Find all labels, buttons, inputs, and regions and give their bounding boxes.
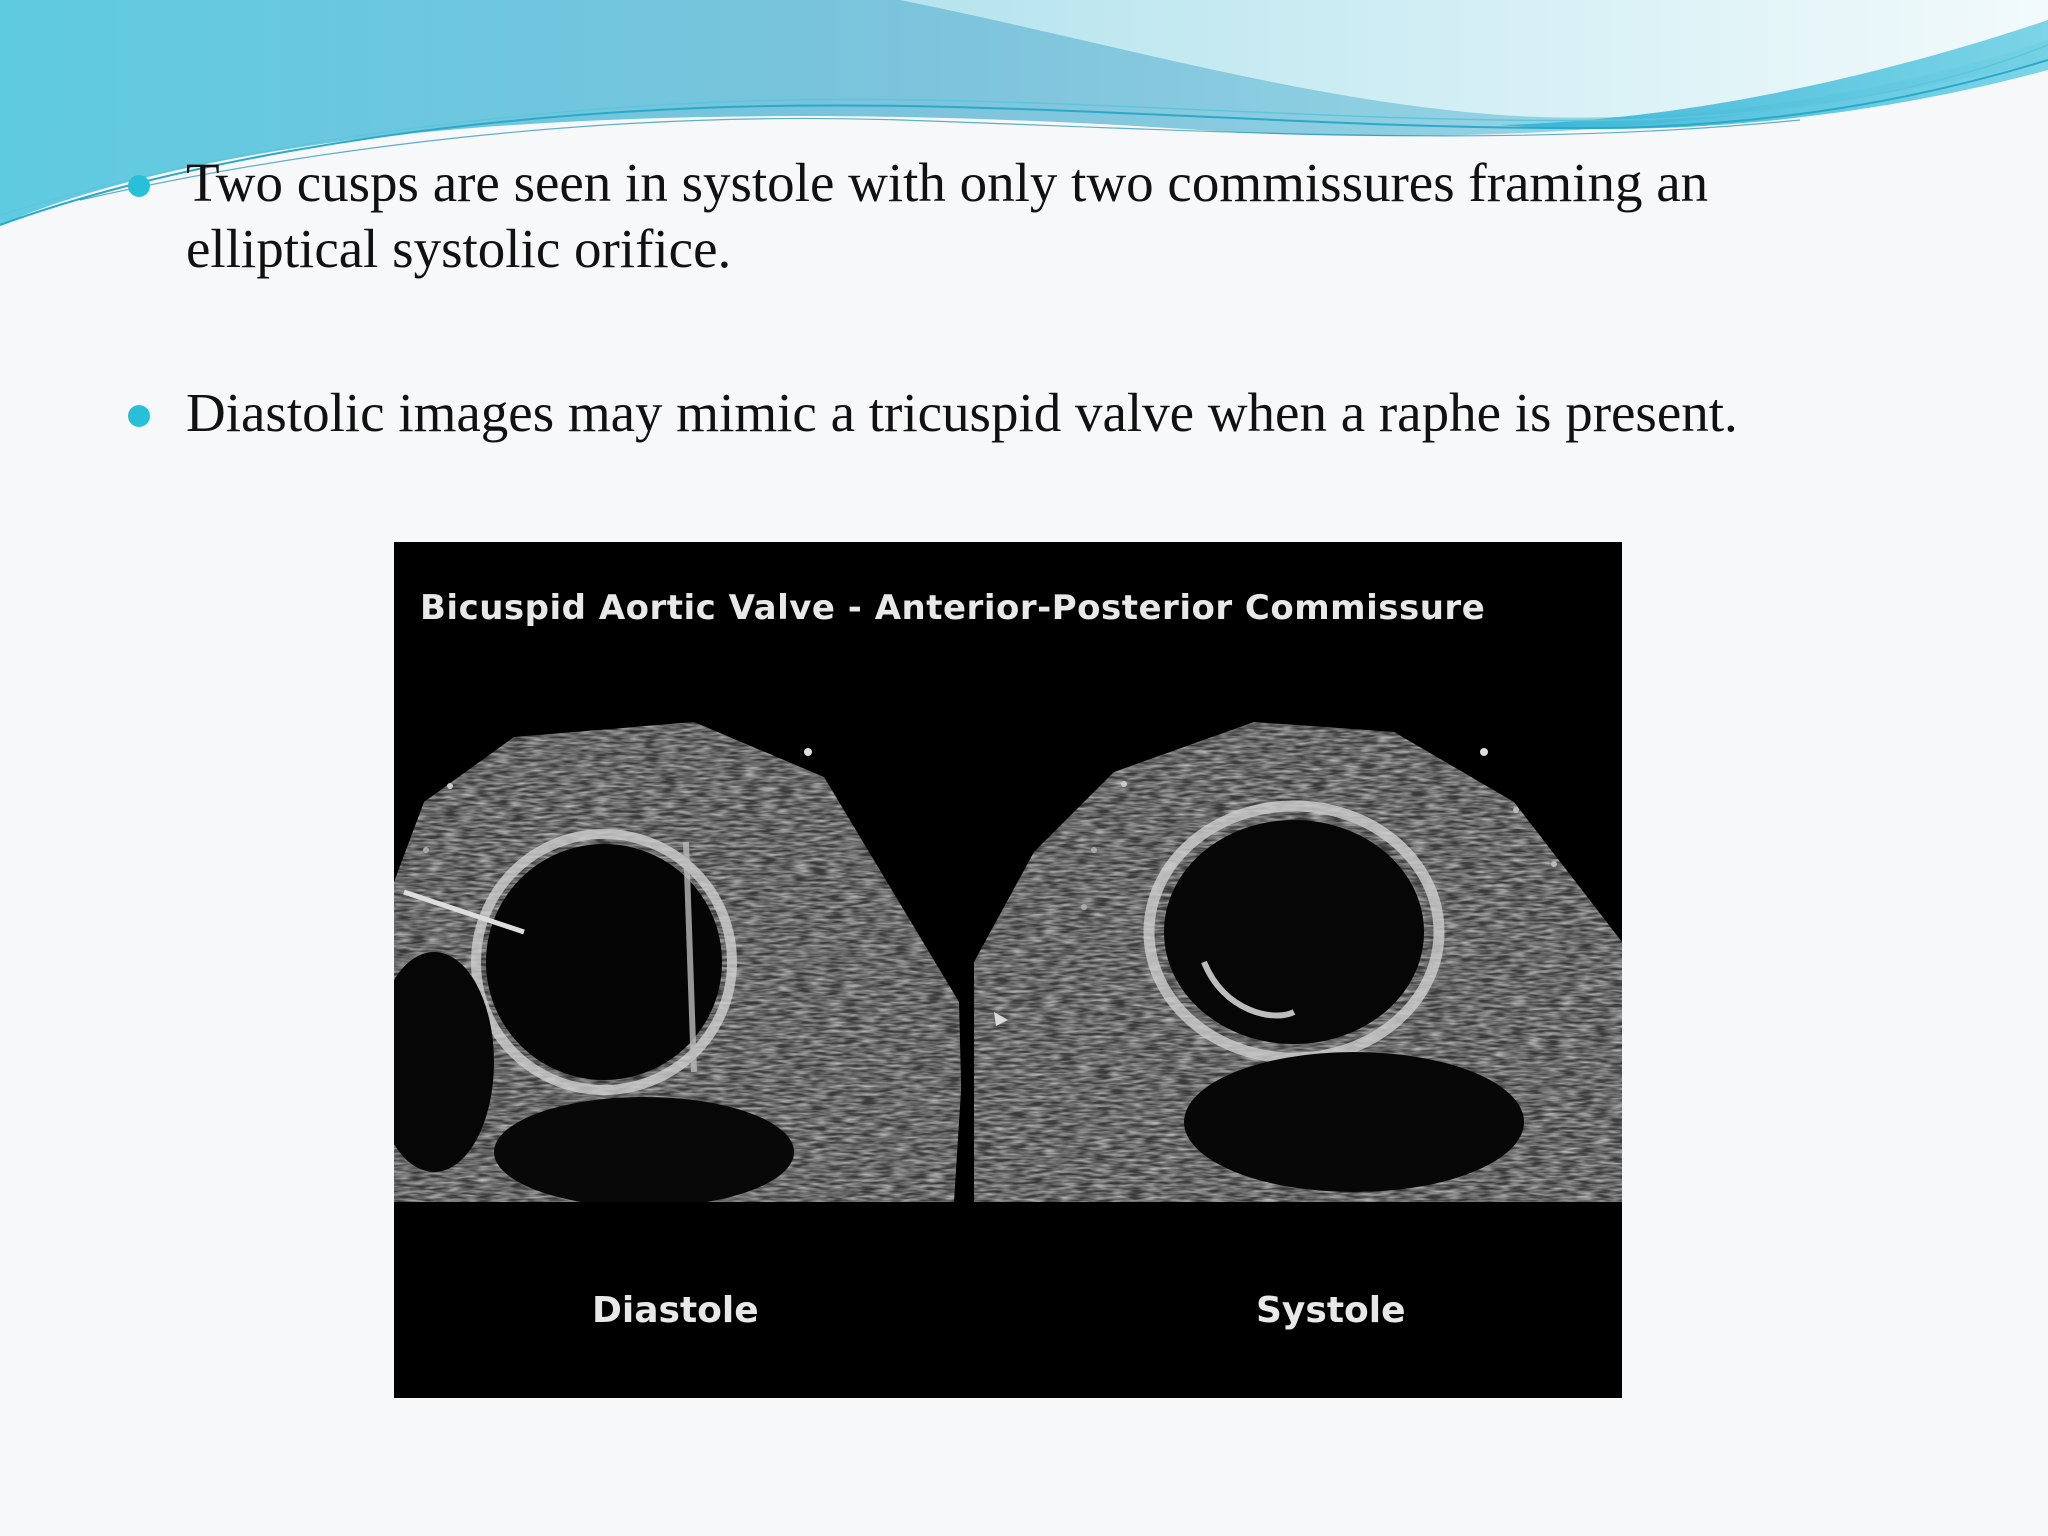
diastole-label: Diastole	[592, 1290, 759, 1331]
bullet-1-line-2: elliptical systolic orifice.	[186, 218, 732, 279]
bullet-2-line-1: Diastolic images may mimic a tricuspid valve when a raphe is present.	[186, 382, 1738, 443]
echocardiogram-graphic	[394, 542, 1622, 1398]
bullet-1-line-1: Two cusps are seen in systole with only two commissures framing an	[186, 152, 1709, 213]
figure-title: Bicuspid Aortic Valve - Anterior-Posterior Commissure	[420, 588, 1486, 628]
bullet-marker-icon	[128, 175, 150, 197]
bullet-marker-icon	[128, 405, 150, 427]
systole-label: Systole	[1256, 1290, 1406, 1331]
echocardiogram-image	[394, 542, 1622, 1398]
